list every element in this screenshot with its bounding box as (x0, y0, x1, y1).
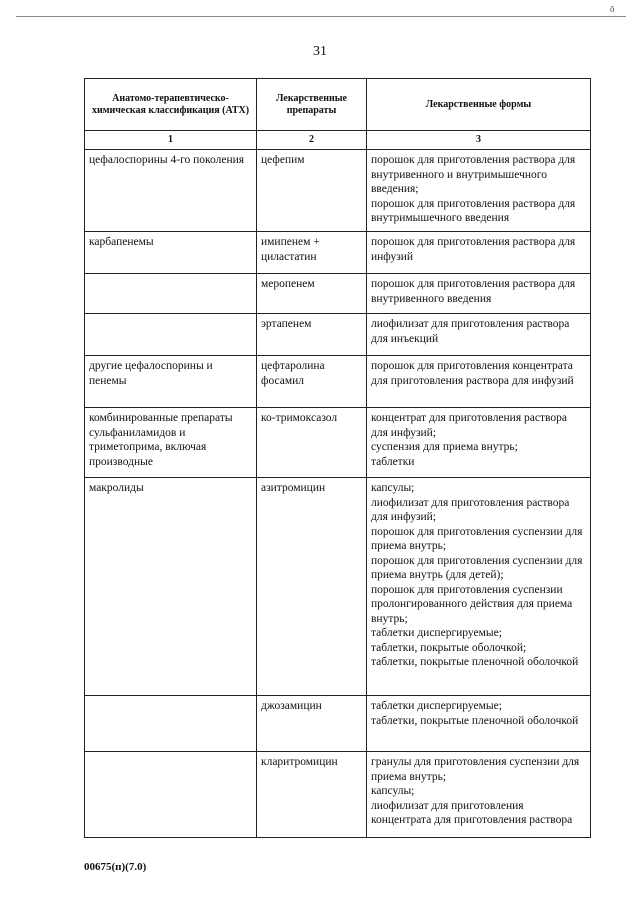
atx-cell: карбапенемы (85, 232, 257, 274)
table-row (85, 314, 591, 356)
drug-cell: азитромицин (257, 478, 367, 696)
table-row (85, 274, 591, 314)
corner-mark: ō (610, 4, 615, 14)
forms-cell: таблетки диспергируемые; таблетки, покрытые пленочной оболочкой (367, 696, 591, 752)
atx-cell (85, 696, 257, 752)
drug-cell: ко-тримоксазол (257, 408, 367, 478)
drug-cell: джозамицин (257, 696, 367, 752)
column-number: 1 (85, 131, 257, 150)
table-row (85, 232, 591, 274)
drug-cell: цефепим (257, 150, 367, 232)
document-code: 00675(п)(7.0) (84, 861, 147, 873)
table-row (85, 752, 591, 838)
drug-cell: эртапенем (257, 314, 367, 356)
atx-cell: другие цефалоспорины и пенемы (85, 356, 257, 408)
column-number-row (85, 131, 591, 150)
header-atx: Анатомо-терапевтическо-химическая классификация (АТХ) (85, 79, 257, 131)
atx-cell (85, 274, 257, 314)
forms-cell: порошок для приготовления концентрата для приготовления раствора для инфузий (367, 356, 591, 408)
forms-cell: порошок для приготовления раствора для внутривенного и внутримышечного введения; порошок для приготовления раствора для внутримышечного введения (367, 150, 591, 232)
atx-cell: комбинированные препараты сульфаниламидов и триметоприма, включая производные (85, 408, 257, 478)
forms-cell: порошок для приготовления раствора для внутривенного введения (367, 274, 591, 314)
drug-cell: цефтаролина фосамил (257, 356, 367, 408)
column-number: 3 (367, 131, 591, 150)
table-row (85, 696, 591, 752)
atx-cell (85, 752, 257, 838)
page-number: 31 (313, 44, 327, 59)
forms-cell: лиофилизат для приготовления раствора для инъекций (367, 314, 591, 356)
atx-drug-table (84, 78, 591, 838)
forms-cell: капсулы; лиофилизат для приготовления раствора для инфузий; порошок для приготовления суспензии для приема внутрь; порошок для приготовления суспензии для приема внутрь (для детей); порошок для приготовления суспензии пролонгированного действия для приема внутрь; таблетки диспергируемые; таблетки, покрытые оболочкой; таблетки, покрытые пленочной оболочкой (367, 478, 591, 696)
drug-cell: меропенем (257, 274, 367, 314)
table-row (85, 150, 591, 232)
drug-cell: имипенем + циластатин (257, 232, 367, 274)
header-forms: Лекарственные формы (367, 79, 591, 131)
atx-cell (85, 314, 257, 356)
forms-cell: концентрат для приготовления раствора для инфузий; суспензия для приема внутрь; таблетки (367, 408, 591, 478)
scan-top-edge (16, 16, 626, 17)
header-drugs: Лекарственные препараты (257, 79, 367, 131)
table-row (85, 356, 591, 408)
atx-cell: цефалоспорины 4-го поколения (85, 150, 257, 232)
table-row (85, 478, 591, 696)
atx-cell: макролиды (85, 478, 257, 696)
drug-cell: кларитромицин (257, 752, 367, 838)
column-number: 2 (257, 131, 367, 150)
forms-cell: гранулы для приготовления суспензии для приема внутрь; капсулы; лиофилизат для приготовления концентрата для приготовления раствора (367, 752, 591, 838)
table-header-row (85, 79, 591, 131)
table-row (85, 408, 591, 478)
forms-cell: порошок для приготовления раствора для инфузий (367, 232, 591, 274)
